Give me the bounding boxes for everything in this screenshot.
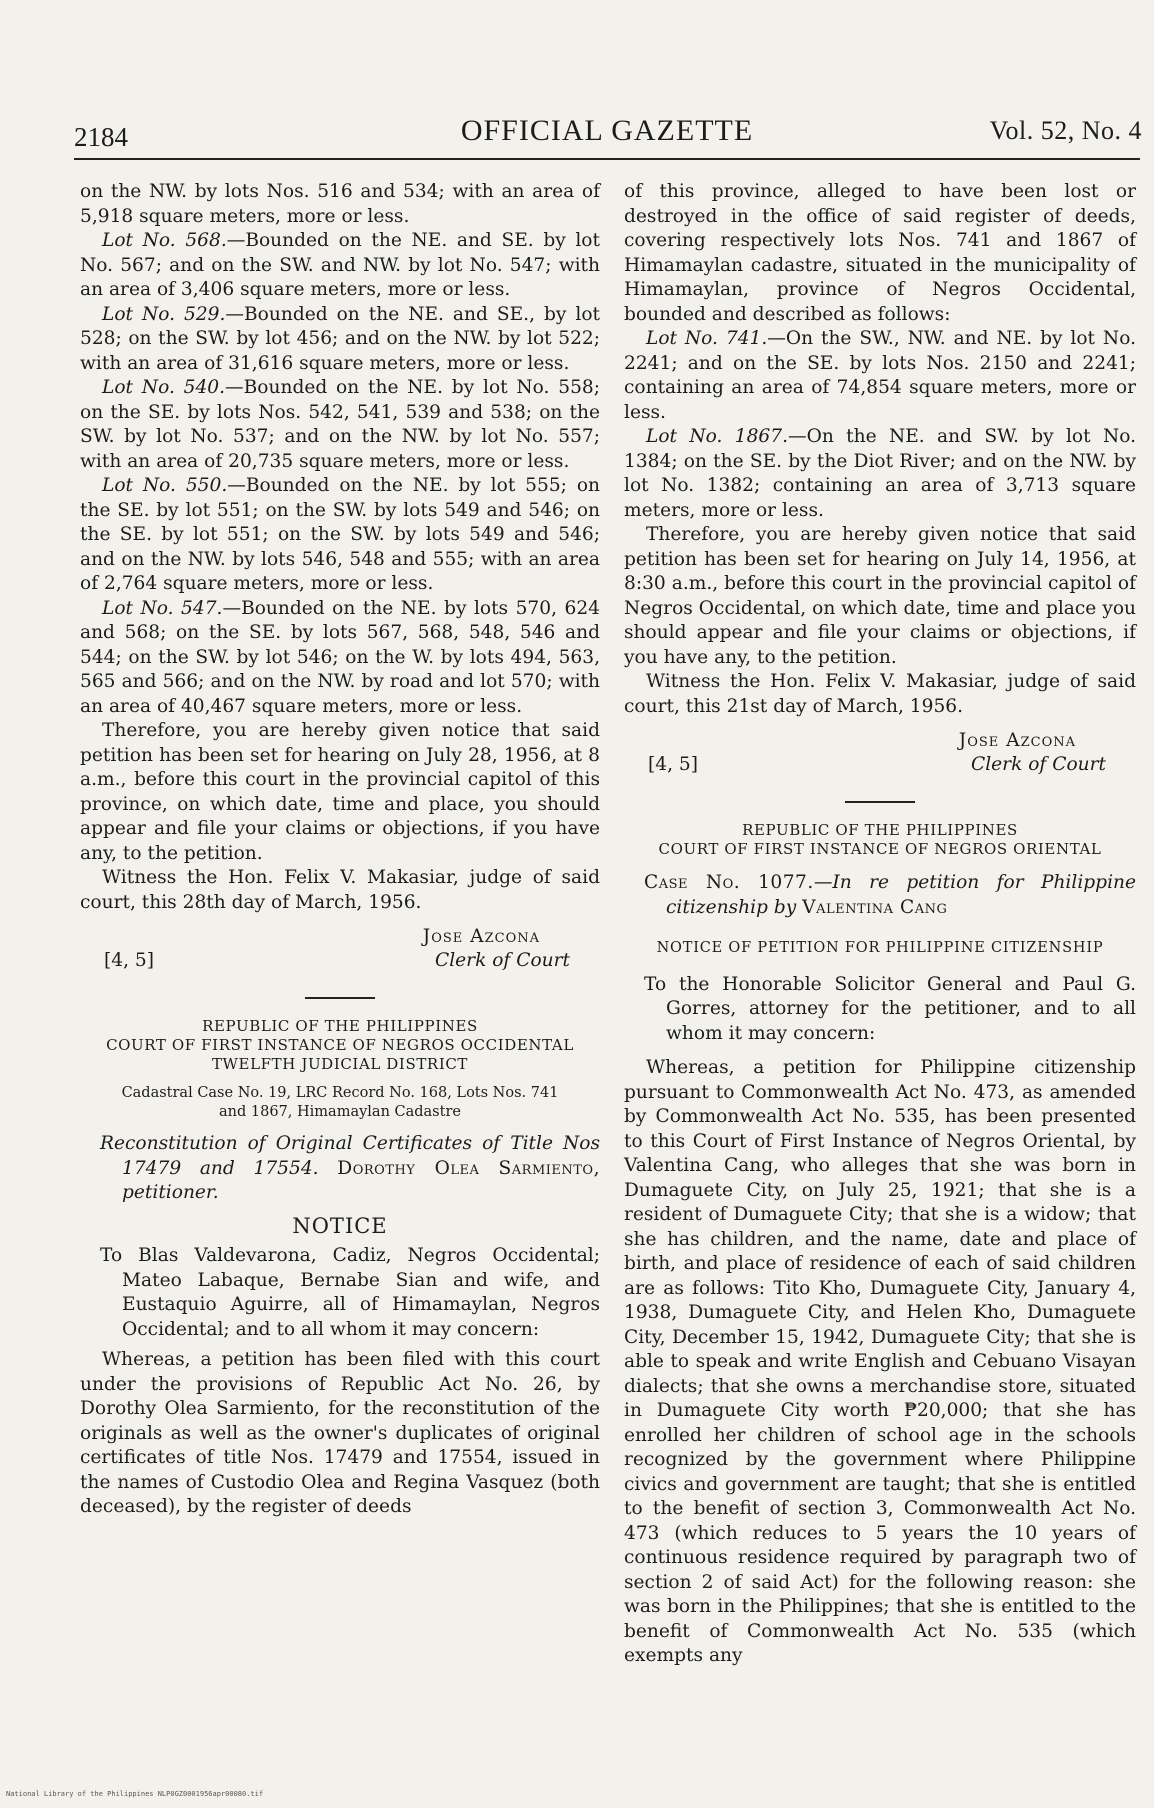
caption-title: Reconstitution of Original Certificates of Title Nos 17479 and 17554.: [100, 1133, 600, 1179]
scan-footer: National Library of the Philippines NLP0GZ0001956apr00080.tif: [6, 1790, 264, 1798]
volume-number: Vol. 52, No. 4: [989, 116, 1142, 145]
paragraph: on the NW. by lots Nos. 516 and 534; with an area of 5,918 square meters, more or less.: [80, 181, 600, 227]
lot-label: Lot No. 741.: [646, 328, 768, 349]
lot-description: [80, 376, 600, 474]
issue-reference: [4, 5]: [104, 950, 154, 971]
notice-heading: NOTICE: [292, 1213, 388, 1238]
right-column: [624, 180, 1136, 1669]
lot-label: Lot No. 550.: [102, 475, 228, 496]
lot-text: —Bounded on the NE. by lot No. 558; on the SE. by lots Nos. 542, 541, 539 and 538; on the SW. by lot No. 537; and on the NW. by lot No. 557; with an area of 20,735 square meters, more or less.: [80, 377, 600, 472]
lot-description: [80, 229, 600, 303]
petitioner-name: Dorothy Olea Sarmiento,: [337, 1157, 600, 1179]
addressees: To Blas Valdevarona, Cadiz, Negros Occidental; Mateo Labaque, Bernabe Sian and wife, and Eustaquio Aguirre, all of Himamaylan, Negros Occidental; and to all whom it may concern:: [100, 1245, 600, 1340]
lot-text: —Bounded on the NE. and SE., by lot 528; on the SW. by lot 456; and on the NW. by lot 522; with an area of 31,616 square meters, more or less.: [80, 303, 600, 374]
section-divider: [845, 801, 915, 803]
case-caption: [624, 871, 1136, 920]
judicial-district: TWELFTH JUDICIAL DISTRICT: [211, 1055, 469, 1073]
witness-paragraph: Witness the Hon. Felix V. Makasiar, judge of said court, this 28th day of March, 1956.: [80, 867, 600, 913]
witness-paragraph: Witness the Hon. Felix V. Makasiar, judge of said court, this 21st day of March, 1956.: [624, 671, 1136, 717]
signature-block: [80, 925, 600, 979]
clerk-name: Jose Azcona: [422, 926, 540, 947]
section-divider: [305, 997, 375, 999]
lot-text: —On the NE. and SW. by lot No. 1384; on the SE. by the Diot River; and on the NW. by lot No. 1382; containing an area of 3,713 square meters, more or less.: [624, 426, 1136, 521]
petitioner-role: petitioner.: [122, 1182, 219, 1203]
header-rule: [74, 158, 1140, 160]
left-column: [80, 180, 600, 1520]
court-heading: REPUBLIC OF THE PHILIPPINES: [742, 821, 1018, 839]
lot-description: [624, 327, 1136, 425]
lot-text: —Bounded on the NE. by lot 555; on the SE. by lot 551; on the SW. by lots 549 and 546; on the SE. by lot 551; on the SW. by lots 549 and 546; and on the NW. by lots 546, 548 and 555; with an area of 2,764 square meters, more or less.: [80, 475, 600, 594]
signature-block: [624, 729, 1136, 783]
lot-label: Lot No. 547.: [102, 597, 223, 619]
clerk-title: Clerk of Court: [971, 754, 1106, 775]
issue-reference: [4, 5]: [648, 754, 698, 775]
addressees: To the Honorable Solicitor General and Paul G. Gorres, attorney for the petitioner, and to all whom it may concern:: [644, 973, 1136, 1044]
lot-description: [80, 474, 600, 597]
page-number: 2184: [74, 122, 128, 152]
court-name: COURT OF FIRST INSTANCE OF NEGROS OCCIDENTAL: [106, 1036, 574, 1054]
lot-label: Lot No. 540.: [102, 377, 226, 398]
page-header: [72, 108, 1142, 158]
clerk-title: Clerk of Court: [435, 950, 570, 971]
petitioner-name: Valentina Cang: [802, 896, 948, 918]
case-caption: [80, 1132, 600, 1206]
lot-label: Lot No. 529.: [102, 303, 226, 325]
court-heading: REPUBLIC OF THE PHILIPPINES: [202, 1017, 478, 1035]
lot-label: Lot No. 568.: [102, 230, 227, 251]
lot-label: Lot No. 1867.: [646, 426, 788, 447]
notice-heading: NOTICE OF PETITION FOR PHILIPPINE CITIZENSHIP: [656, 940, 1104, 956]
clerk-name: Jose Azcona: [958, 730, 1076, 751]
lot-description: [80, 303, 600, 377]
lot-text: —Bounded on the NE. and SE. by lot No. 567; and on the SW. and NW. by lot No. 547; with an area of 3,406 square meters, more or less.: [80, 230, 600, 300]
whereas-paragraph: Whereas, a petition for Philippine citizenship pursuant to Commonwealth Act No. 473, as amended by Commonwealth Act No. 535, has been presented to this Court of First Instance of Negros Oriental, by Valentina Cang, who alleges that she was born in Dumaguete City, on July 25, 1921; that she is a resident of Dumaguete City; that she is a widow; that she has children, and the name, date and place of birth, and place of residence of each of said children are as follows: Tito Kho, Dumaguete City, January 4, 1938, Dumaguete City, and Helen Kho, Dumaguete City, December 15, 1942, Dumaguete City; that she is able to speak and write English and Cebuano Visayan dialects; that she owns a merchandise store, situated in Dumaguete City worth ₱20,000; that she has enrolled her children of school age in the schools recognized by the government where Philippine civics and government are taught; that she is entitled to the benefit of section 3, Commonwealth Act No. 473 (which reduces to 5 years the 10 years of continuous residence required by paragraph two of section 2 of said Act) for the following reason: she was born in the Philippines; that she is entitled to the benefit of Commonwealth Act No. 535 (which exempts any: [624, 1057, 1136, 1666]
paragraph: of this province, alleged to have been lost or destroyed in the office of said register of deeds, covering respectively lots Nos. 741 and 1867 of Himamaylan cadastre, situated in the municipality of Himamaylan, province of Negros Occidental, bounded and described as follows:: [624, 181, 1136, 325]
case-reference-cont: and 1867, Himamaylan Cadastre: [219, 1104, 461, 1120]
whereas-paragraph: Whereas, a petition has been filed with this court under the provisions of Republic Act No. 26, by Dorothy Olea Sarmiento, for the reconstitution of the originals as well as the owner's duplicates of original certificates of title Nos. 17479 and 17554, issued in the names of Custodio Olea and Regina Vasquez (both deceased), by the register of deeds: [80, 1349, 600, 1517]
lot-text: —Bounded on the NE. by lots 570, 624 and 568; on the SE. by lots 567, 568, 548, 546 and 544; on the SW. by lot 546; on the W. by lots 494, 563, 565 and 566; and on the NW. by road and lot 570; with an area of 40,467 square meters, more or less.: [80, 597, 600, 717]
therefore-paragraph: Therefore, you are hereby given notice that said petition has been set for hearing on July 28, 1956, at 8 a.m., before this court in the provincial capitol of this province, on which date, time and place, you should appear and file your claims or objections, if you have any, to the petition.: [80, 720, 600, 864]
publication-title: OFFICIAL GAZETTE: [460, 114, 754, 147]
case-text: —In re petition for Philippine citizenship by: [666, 872, 1136, 918]
court-name: COURT OF FIRST INSTANCE OF NEGROS ORIENTAL: [658, 840, 1102, 858]
case-label: Case No. 1077.: [644, 872, 814, 893]
therefore-paragraph: Therefore, you are hereby given notice that said petition has been set for hearing on July 14, 1956, at 8:30 a.m., before this court in the provincial capitol of Negros Occidental, on which date, time and place you should appear and file your claims or objections, if you have any, to the petition.: [624, 524, 1136, 668]
lot-text: —On the SW., NW. and NE. by lot No. 2241; and on the SE. by lots Nos. 2150 and 2241; containing an area of 74,854 square meters, more or less.: [624, 328, 1136, 423]
case-reference: Cadastral Case No. 19, LRC Record No. 168, Lots Nos. 741: [121, 1085, 559, 1101]
lot-description: [80, 597, 600, 720]
lot-description: [624, 425, 1136, 523]
